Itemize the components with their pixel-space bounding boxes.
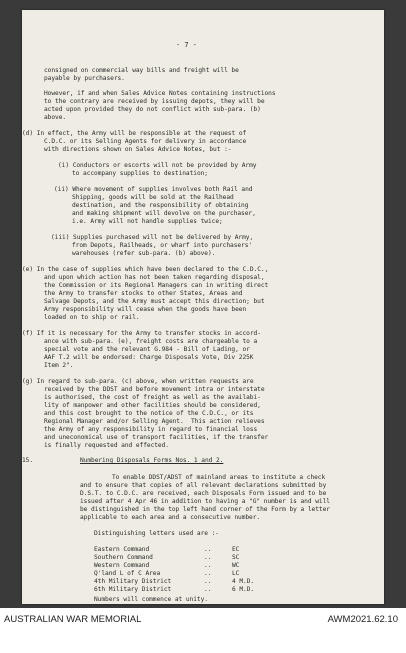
para-g-line-5: and this cost brought to the notice of the C.D.C., or its <box>44 410 254 417</box>
closing-line: Numbers will commence at unity. <box>94 596 208 603</box>
para-g-line-3: is authorised, the cost of freight as well as the availabi- <box>44 394 261 401</box>
para-g-line-9: is finally requested and effected. <box>44 442 169 449</box>
sub-iii-line-2: from Depots, Railheads, or wharf into purchasers' <box>72 242 253 249</box>
para-g-line-4: lity of manpower and other facilities should be considered, <box>44 402 261 409</box>
para-g-line-2: received by the DDST and before movement intra or interstate <box>44 386 265 393</box>
para-e-line-5: Salvage Depots, and the Army must accept this direction; but <box>44 298 265 305</box>
table-row-code: SC <box>232 554 240 561</box>
document-page <box>22 10 384 604</box>
table-row-code: 6 M.D. <box>232 586 255 593</box>
however-line-1: However, if and when Sales Advice Notes containing instructions <box>44 90 276 97</box>
para-c-line-2: payable by purchasers. <box>44 75 125 82</box>
table-row-code: 4 M.D. <box>232 578 255 585</box>
table-row-dots: .. <box>204 586 212 593</box>
para-g-line-1: (g) In regard to sub-para. (c) above, when written requests are <box>22 378 254 385</box>
sub-ii-line-4: and making shipment will devolve on the purchaser, <box>72 210 256 217</box>
table-row-area: 4th Military District <box>94 578 172 585</box>
however-line-3: acted upon provided they do not conflict with sub-para. (b) <box>44 106 261 113</box>
footer-accession: AWM2021.62.10 <box>327 614 398 625</box>
sub-iii-line-3: warehouses (refer sub-para. (b) above). <box>72 250 216 257</box>
para-f-line-1: (f) If it is necessary for the Army to transfer stocks in accord- <box>22 330 261 337</box>
distinguishing-intro: Distinguishing letters used are :- <box>94 530 219 537</box>
para-d-line-2: C.D.C. or its Selling Agents for delivery in accordance <box>44 138 247 145</box>
para-f-line-4: AAF T.2 will be endorsed: Charge Disposals Vote, Div 225K <box>44 354 254 361</box>
para-e-line-6: Army responsibility will cease when the goods have been <box>44 306 247 313</box>
sub-ii-line-1: (ii) Where movement of supplies involves both Rail and <box>54 186 253 193</box>
para-e-line-3: the Commission or its Regional Managers can in writing direct <box>44 282 269 289</box>
table-row-area: Western Command <box>94 562 150 569</box>
sub-iii-line-1: (iii) Supplies purchased will not be delivered by Army, <box>51 234 254 241</box>
table-row-area: Q'land L of C Area <box>94 570 161 577</box>
para-15-line-5: be distinguished in the top left hand corner of the Form by a letter <box>80 506 330 513</box>
archive-footer <box>0 608 406 653</box>
para-d-line-1: (d) In effect, the Army will be responsible at the request of <box>22 130 247 137</box>
table-row-code: EC <box>232 546 240 553</box>
para-g-line-6: Regional Manager and/or Selling Agent. This action relieves <box>44 418 265 425</box>
table-row-code: WC <box>232 562 240 569</box>
para-f-line-2: ance with sub-para. (e), freight costs are chargeable to a <box>44 338 258 345</box>
however-line-4: above. <box>44 114 67 121</box>
para-f-line-5: Item 2". <box>44 362 74 369</box>
para-c-line-1: consigned on commercial way bills and freight will be <box>44 67 239 74</box>
table-row-dots: .. <box>204 562 212 569</box>
section-heading: Numbering Disposals Forms Nos. 1 and 2. <box>80 457 224 464</box>
para-15-line-3: D.S.T. to C.D.C. are received, each Disposals Form issued and to be <box>80 490 327 497</box>
footer-institution: AUSTRALIAN WAR MEMORIAL <box>4 614 142 625</box>
page-number: - 7 - <box>176 41 197 49</box>
para-g-line-8: and uneconomical use of transport facilities, if the transfer <box>44 434 269 441</box>
para-15-line-6: applicable to each area and a consecutive number. <box>80 514 261 521</box>
table-row-dots: .. <box>204 570 212 577</box>
para-e-line-1: (e) In the case of supplies which have been declared to the C.D.C., <box>22 266 269 273</box>
table-row-area: Southern Command <box>94 554 153 561</box>
para-e-line-7: loaded on to ship or rail. <box>44 314 140 321</box>
table-row-code: LC <box>232 570 240 577</box>
para-e-line-4: the Army to transfer stocks to other States, Areas and <box>44 290 243 297</box>
however-line-2: to the contrary are received by issuing depots, they will be <box>44 98 265 105</box>
sub-ii-line-2: Shipping, goods will be sold at the Railhead <box>72 194 234 201</box>
sub-ii-line-5: i.e. Army will not handle supplies twice; <box>72 218 223 225</box>
section-number: 15. <box>22 457 34 464</box>
sub-i-line-1: (i) Conductors or escorts will not be provided by Army <box>58 162 257 169</box>
table-row-dots: .. <box>204 578 212 585</box>
para-d-line-3: with directions shown on Sales Advice Notes, but :- <box>44 146 232 153</box>
table-row-area: Eastern Command <box>94 546 150 553</box>
para-e-line-2: and upon which action has not been taken regarding disposal, <box>44 274 265 281</box>
para-15-line-4: issued after 4 Apr 46 in addition to having a "G" number is and will <box>80 498 330 505</box>
table-row-dots: .. <box>204 554 212 561</box>
sub-i-line-2: to accompany supplies to destination; <box>72 170 208 177</box>
para-15-line-2: and to ensure that copies of all relevant declarations submitted by <box>80 482 327 489</box>
para-f-line-3: special vote and the relevant G.984 - Bill of Lading, or <box>44 346 250 353</box>
para-g-line-7: the Army of any responsibility in regard to financial loss <box>44 426 258 433</box>
table-row-area: 6th Military District <box>94 586 172 593</box>
table-row-dots: .. <box>204 546 212 553</box>
para-15-line-1: To enable DDST/ADST of mainland areas to institute a check <box>112 474 326 481</box>
sub-ii-line-3: destination, and the responsibility of obtaining <box>72 202 249 209</box>
